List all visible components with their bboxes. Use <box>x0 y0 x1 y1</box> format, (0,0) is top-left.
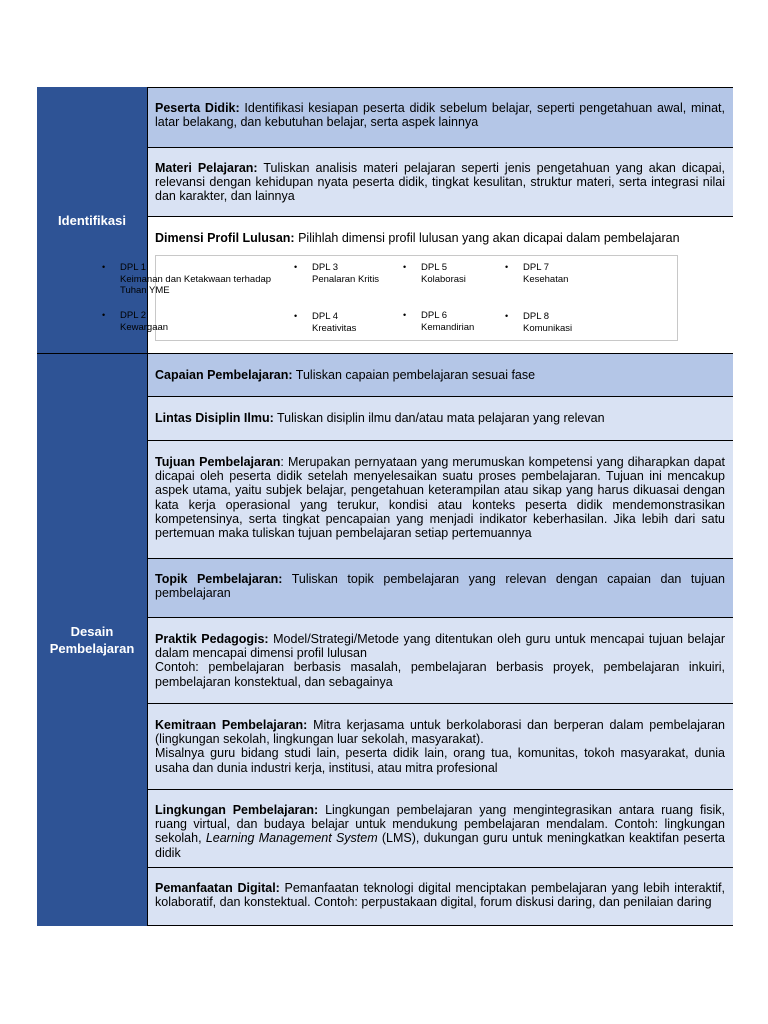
row-label: Capaian Pembelajaran: <box>155 368 293 382</box>
dpl-code: DPL 8 <box>523 311 550 322</box>
section-identifikasi-label: Identifikasi <box>58 213 126 228</box>
row-text-example: Contoh: pembelajaran berbasis masalah, pembelajaran berbasis proyek, pembelajaran inkuiri, pembelajaran konstektual, dan sebagainya <box>155 660 725 689</box>
row-digital <box>148 868 733 925</box>
row-label: Dimensi Profil Lulusan: <box>155 231 295 245</box>
row-text: Pilihlah dimensi profil lulusan yang akan dicapai dalam pembelajaran <box>294 231 680 245</box>
dpl-item-2[interactable] <box>102 310 240 333</box>
dpl-item-6[interactable] <box>403 310 501 333</box>
dpl-name: Kesehatan <box>523 273 569 285</box>
section-desain-label: Desain Pembelajaran <box>49 624 135 656</box>
dpl-name: Kemandirian <box>421 321 475 333</box>
row-kemitraan <box>148 704 733 790</box>
bullet-icon: • <box>294 311 298 321</box>
row-lintas-disiplin <box>148 397 733 441</box>
row-tujuan <box>148 441 733 559</box>
dpl-name: Keimanan dan Ketakwaan terhadap Tuhan YME <box>120 273 272 296</box>
row-label: Materi Pelajaran: <box>155 161 258 175</box>
bullet-icon: • <box>505 262 509 272</box>
dpl-item-8[interactable] <box>505 311 603 334</box>
dpl-code: DPL 6 <box>421 310 448 321</box>
dpl-code: DPL 7 <box>523 262 550 273</box>
row-praktik <box>148 618 733 704</box>
dpl-item-3[interactable] <box>294 262 402 285</box>
row-text: Model/Strategi/Metode yang ditentukan oleh guru untuk mencapai tujuan belajar dalam mencapai dimensi profil lulusan <box>155 632 725 661</box>
row-capaian <box>148 354 733 397</box>
row-label: Topik Pembelajaran: <box>155 572 283 586</box>
dpl-code: DPL 5 <box>421 262 448 273</box>
dpl-name: Komunikasi <box>523 322 573 334</box>
row-text-italic: Learning Management System <box>205 831 378 846</box>
row-label: Tujuan Pembelajaran <box>155 455 281 469</box>
row-label: Lingkungan Pembelajaran: <box>155 803 319 817</box>
row-text: Tuliskan analisis materi pelajaran seperti jenis pengetahuan yang akan dicapai, relevansi dengan kehidupan nyata peserta didik, tingkat kesulitan, struktur materi, serta integrasi nilai dan karakter, dan lainnya <box>155 161 725 204</box>
row-text: Tuliskan topik pembelajaran yang relevan dengan capaian dan tujuan pembelajaran <box>155 572 725 601</box>
bullet-icon: • <box>403 262 407 272</box>
row-label: Pemanfaatan Digital: <box>155 881 280 895</box>
dpl-name: Kreativitas <box>312 322 357 334</box>
row-lingkungan <box>148 790 733 868</box>
dpl-item-1[interactable] <box>102 262 290 297</box>
row-peserta-didik <box>148 88 733 148</box>
row-text: Tuliskan disiplin ilmu dan/atau mata pelajaran yang relevan <box>273 411 605 425</box>
bullet-icon: • <box>102 262 106 272</box>
dpl-item-4[interactable] <box>294 311 402 334</box>
row-label: Peserta Didik: <box>155 101 240 115</box>
row-text: Pemanfaatan teknologi digital menciptakan pembelajaran yang lebih interaktif, kolaboratif, dan konstektual. Contoh: perpustakaan digital, forum diskusi daring, dan penilaian daring <box>155 881 726 910</box>
row-text: Identifikasi kesiapan peserta didik sebelum belajar, seperti pengetahuan awal, minat, latar belakang, dan kebutuhan belajar, serta aspek lainnya <box>155 101 725 130</box>
row-label: Kemitraan Pembelajaran: <box>155 718 308 732</box>
bullet-icon: • <box>403 310 407 320</box>
row-text: Lingkungan pembelajaran yang mengintegrasikan antara ruang fisik, ruang virtual, dan budaya belajar untuk mendukung pembelajaran mendalam. Contoh: lingkungan sekolah, <box>155 803 725 846</box>
bullet-icon: • <box>294 262 298 272</box>
dpl-name: Kewargaan <box>120 321 169 333</box>
dpl-code: DPL 3 <box>312 262 339 273</box>
section-desain <box>37 354 148 926</box>
row-materi-pelajaran <box>148 148 733 217</box>
row-text: Mitra kerjasama untuk berkolaborasi dan berperan dalam pembelajaran (lingkungan sekolah, lingkungan luar sekolah, masyarakat). <box>155 718 726 747</box>
row-label: Lintas Disiplin Ilmu: <box>155 411 274 425</box>
row-topik <box>148 559 733 618</box>
dpl-code: DPL 4 <box>312 311 339 322</box>
dpl-code: DPL 1 <box>120 262 147 273</box>
row-text: : Merupakan pernyataan yang merumuskan kompetensi yang diharapkan dapat dicapai oleh peserta didik setelah menyelesaikan suatu proses pembelajaran. Tujuan ini mencakup aspek utama, yaitu subjek belajar, pengetahuan keterampilan atau sikap yang harus dikuasai dengan kata kerja operasional yang terukur, kondisi atau konteks peserta didik mendemonstrasikan kompetensinya, serta tingkat pencapaian yang menjadi indikator keberhasilan. Jika lebih dari satu pertemuan maka tuliskan tujuan pembelajaran setiap pertemuannya <box>155 455 725 541</box>
dpl-item-7[interactable] <box>505 262 603 285</box>
row-label: Praktik Pedagogis: <box>155 632 269 646</box>
bullet-icon: • <box>505 311 509 321</box>
row-text-end: (LMS), dukungan guru untuk meningkatkan keaktifan peserta didik <box>155 831 726 860</box>
row-text: Tuliskan capaian pembelajaran sesuai fase <box>292 368 536 382</box>
dpl-item-5[interactable] <box>403 262 501 285</box>
dpl-name: Kolaborasi <box>421 273 466 285</box>
bullet-icon: • <box>102 310 106 320</box>
dpl-code: DPL 2 <box>120 310 147 321</box>
dpl-name: Penalaran Kritis <box>312 273 380 285</box>
row-text-example: Misalnya guru bidang studi lain, peserta didik lain, orang tua, komunitas, tokoh masyarakat, dunia usaha dan dunia industri kerja, institusi, atau mitra profesional <box>155 746 725 775</box>
